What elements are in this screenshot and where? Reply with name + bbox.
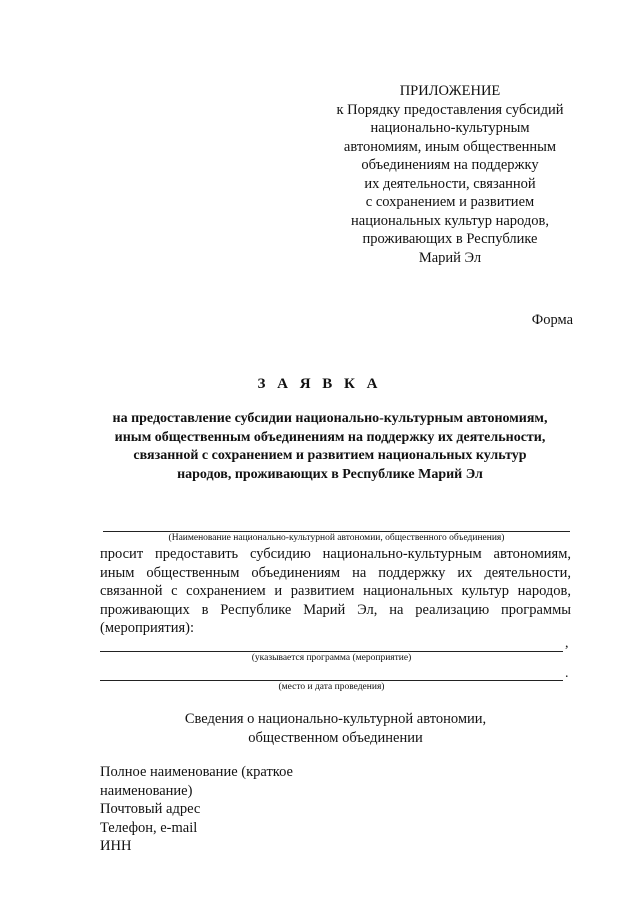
appendix-line: проживающих в Республике xyxy=(362,231,538,247)
program-comma: , xyxy=(565,636,569,651)
section-heading xyxy=(100,710,571,748)
section-heading-line: Сведения о национально-культурной автономии, xyxy=(184,711,487,727)
program-caption: (указывается программа (мероприятие) xyxy=(251,653,412,663)
appendix-line: их деятельности, связанной xyxy=(364,175,536,192)
subtitle-line: иным общественным объединениям на поддержку их деятельности, xyxy=(114,429,546,445)
field-label-postal-address: Почтовый адрес xyxy=(100,801,201,817)
appendix-line: объединениям на поддержку xyxy=(361,157,539,173)
request-line: просит предоставить субсидию национально-культурным автономиям, xyxy=(100,546,571,562)
section-heading-line: общественном объединении xyxy=(248,730,423,746)
appendix-line: автономиям, иным общественным xyxy=(343,138,557,155)
document-subtitle xyxy=(90,410,570,484)
place-date-caption: (место и дата проведения) xyxy=(278,682,385,692)
request-line: связанной с сохранением и развитием национальных культур народов, xyxy=(100,583,571,599)
info-fields xyxy=(100,763,293,856)
appendix-line: ПРИЛОЖЕНИЕ xyxy=(399,83,501,99)
applicant-name-caption: (Наименование национально-культурной автономии, общественного объединения) xyxy=(168,533,505,543)
appendix-line: Марий Эл xyxy=(418,249,482,266)
appendix-line: национальных культур народов, xyxy=(351,212,549,229)
subtitle-line: на предоставление субсидии национально-культурным автономиям, xyxy=(112,411,548,426)
field-label-short-name: наименование) xyxy=(100,782,193,799)
field-label-phone-email: Телефон, e-mail xyxy=(100,819,198,836)
appendix-line: национально-культурным xyxy=(370,120,530,136)
appendix-header xyxy=(305,82,595,267)
request-line: (мероприятия): xyxy=(100,620,195,636)
form-label: Форма xyxy=(531,312,573,328)
place-period: . xyxy=(565,666,569,681)
field-label-full-name: Полное наименование (краткое xyxy=(100,764,293,780)
program-line[interactable] xyxy=(100,651,563,652)
appendix-line: к Порядку предоставления субсидий xyxy=(336,101,564,118)
request-line: иным общественным объединениям на поддержку их деятельности, xyxy=(100,564,571,581)
field-label-inn: ИНН xyxy=(100,838,132,854)
place-date-line[interactable] xyxy=(100,680,563,681)
subtitle-line: связанной с сохранением и развитием национальных культур xyxy=(133,448,527,463)
subtitle-line: народов, проживающих в Республике Марий Эл xyxy=(177,466,483,482)
appendix-line: с сохранением и развитием xyxy=(365,194,535,210)
request-paragraph xyxy=(100,545,571,638)
request-line: проживающих в Республике Марий Эл, на реализацию программы xyxy=(100,601,571,618)
applicant-name-line[interactable] xyxy=(103,531,570,532)
document-title: З А Я В К А xyxy=(257,376,382,392)
